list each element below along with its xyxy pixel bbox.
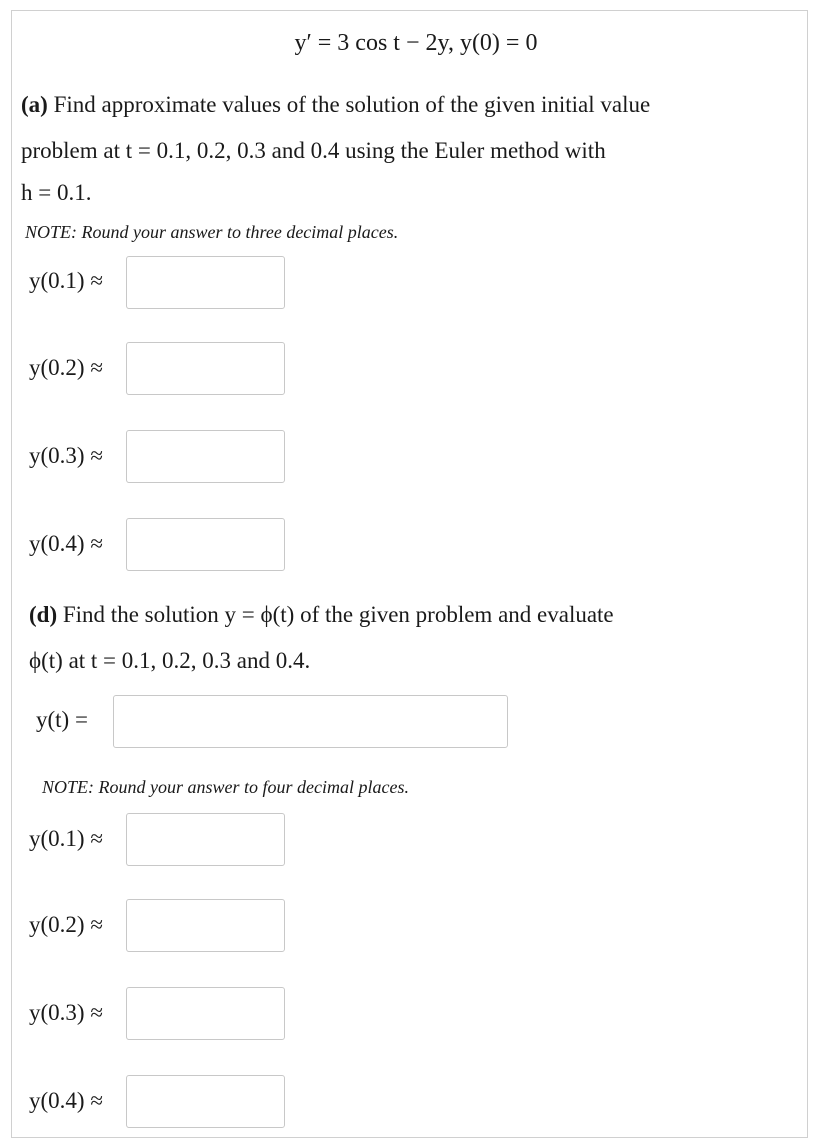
part-a-note: NOTE: Round your answer to three decimal places.	[25, 222, 399, 242]
part-d-line-2: ϕ(t) at t = 0.1, 0.2, 0.3 and 0.4.	[29, 648, 311, 673]
part-a-text-1: Find approximate values of the solution of the given initial value	[47, 92, 651, 117]
part-d-y02-input[interactable]	[126, 899, 285, 952]
part-d-text-1: Find the solution y = ϕ(t) of the given problem and evaluate	[57, 602, 614, 627]
part-d-line-1	[29, 592, 614, 638]
question-frame	[11, 10, 808, 1138]
part-d-y04-label: y(0.4) ≈	[29, 1088, 103, 1113]
part-d-y01-label: y(0.1) ≈	[29, 826, 103, 851]
part-d-y03-label: y(0.3) ≈	[29, 1000, 103, 1025]
part-a-y03-input[interactable]	[126, 430, 285, 483]
part-a-y01-input[interactable]	[126, 256, 285, 309]
part-d-note: NOTE: Round your answer to four decimal places.	[42, 777, 409, 797]
solution-label: y(t) =	[36, 707, 88, 732]
part-a-y04-input[interactable]	[126, 518, 285, 571]
part-a-line-1	[21, 82, 650, 128]
part-a-y01-label: y(0.1) ≈	[29, 268, 103, 293]
part-d-label: (d)	[29, 602, 58, 627]
part-d-y04-input[interactable]	[126, 1075, 285, 1128]
solution-input[interactable]	[113, 695, 508, 748]
part-a-y02-label: y(0.2) ≈	[29, 355, 103, 380]
part-d-y02-label: y(0.2) ≈	[29, 912, 103, 937]
part-d-y03-input[interactable]	[126, 987, 285, 1040]
differential-equation: y′ = 3 cos t − 2y, y(0) = 0	[294, 30, 538, 56]
part-a-line-3: h = 0.1.	[21, 180, 92, 205]
part-a-line-2: problem at t = 0.1, 0.2, 0.3 and 0.4 using the Euler method with	[21, 138, 606, 163]
part-a-y03-label: y(0.3) ≈	[29, 443, 103, 468]
part-a-y02-input[interactable]	[126, 342, 285, 395]
part-a-label: (a)	[21, 92, 48, 117]
part-d-y01-input[interactable]	[126, 813, 285, 866]
part-a-y04-label: y(0.4) ≈	[29, 531, 103, 556]
